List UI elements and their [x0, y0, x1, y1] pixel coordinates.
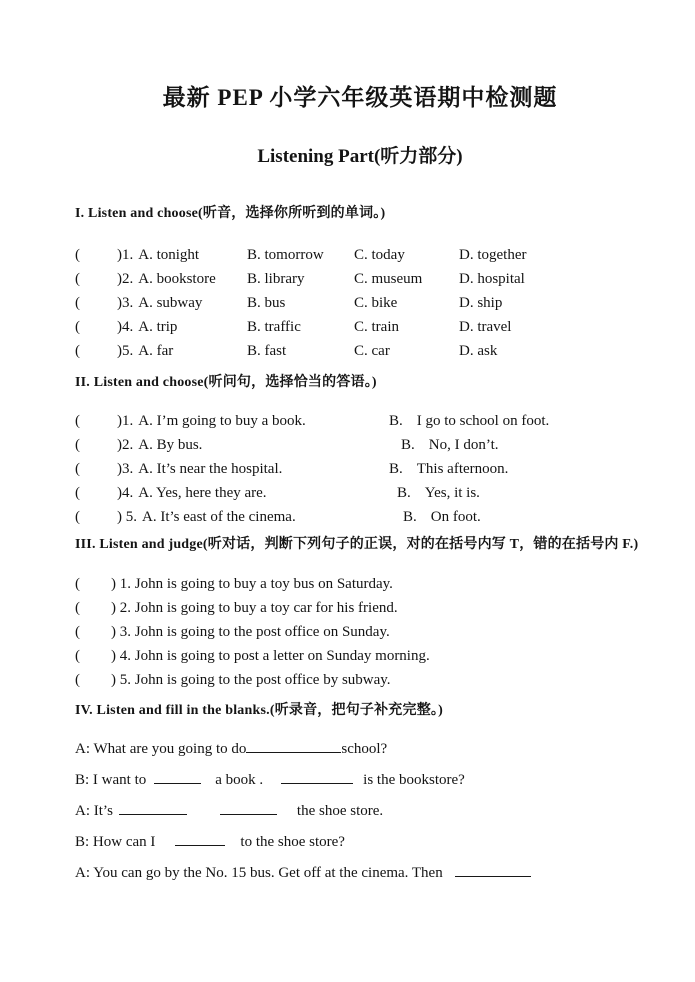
option-d: D. ask — [459, 343, 498, 359]
fill-blank — [154, 769, 201, 784]
question-row — [75, 572, 645, 596]
option-b: B. This afternoon. — [389, 461, 509, 477]
option-b: B. traffic — [247, 319, 301, 335]
answer-paren: ( — [75, 437, 80, 453]
option-a: A. far — [138, 343, 174, 359]
section-listen-choose-words — [75, 203, 645, 363]
option-b: B. tomorrow — [247, 247, 324, 263]
answer-paren: ( — [75, 576, 80, 592]
question-row — [75, 243, 645, 267]
question-number: )3. — [117, 295, 134, 311]
option-d: D. ship — [459, 295, 503, 311]
option-b: B. library — [247, 271, 305, 287]
answer-paren: ( — [75, 271, 80, 287]
dialog-text: B: How can I — [75, 834, 156, 850]
dialog-line — [75, 734, 645, 765]
dialog-text: the shoe store. — [296, 803, 384, 819]
question-number: )2. — [117, 437, 134, 453]
question-number: )4. — [117, 319, 134, 335]
question-number: )4. — [117, 485, 134, 501]
answer-paren: ( — [75, 319, 80, 335]
question-row — [75, 596, 645, 620]
statement-text: ) 2. John is going to buy a toy car for his friend. — [111, 600, 398, 616]
fill-blank — [455, 862, 531, 877]
page-title: 最新 PEP 小学六年级英语期中检测题 — [162, 85, 558, 110]
option-a: A. It’s near the hospital. — [138, 461, 283, 477]
option-c: C. train — [354, 319, 399, 335]
dialog-line — [75, 796, 645, 827]
question-row — [75, 315, 645, 339]
option-c: C. car — [354, 343, 390, 359]
option-a: A. By bus. — [138, 437, 203, 453]
section-1-heading: I. Listen and choose(听音，选择你所听到的单词。) — [75, 206, 386, 221]
statement-text: ) 4. John is going to post a letter on Sunday morning. — [111, 648, 430, 664]
option-c: C. museum — [354, 271, 423, 287]
question-row — [75, 668, 645, 692]
fill-blank — [220, 800, 277, 815]
answer-paren: ( — [75, 485, 80, 501]
answer-paren: ( — [75, 624, 80, 640]
question-row — [75, 339, 645, 363]
section-fill-blanks — [75, 700, 645, 889]
dialog-text: to the shoe store? — [240, 834, 345, 850]
section-3-heading: III. Listen and judge(听对话，判断下列句子的正误，对的在括号内写 T，错的在括号内 F.) — [75, 537, 639, 552]
section-listen-judge — [75, 534, 645, 692]
question-row — [75, 433, 645, 457]
statement-text: ) 3. John is going to the post office on Sunday. — [111, 624, 390, 640]
option-b: B. bus — [247, 295, 286, 311]
answer-paren: ( — [75, 648, 80, 664]
answer-paren: ( — [75, 461, 80, 477]
option-a: A. I’m going to buy a book. — [138, 413, 306, 429]
option-b: B. No, I don’t. — [401, 437, 499, 453]
dialog-text: A: It’s — [75, 803, 113, 819]
fill-blank — [281, 769, 353, 784]
section-4-heading: IV. Listen and fill in the blanks.(听录音，把句子补充完整。) — [75, 703, 443, 718]
option-b: B. On foot. — [403, 509, 481, 525]
question-row — [75, 267, 645, 291]
question-row — [75, 644, 645, 668]
fill-blank — [175, 831, 225, 846]
section-1-questions — [75, 243, 645, 363]
question-row — [75, 457, 645, 481]
answer-paren: ( — [75, 600, 80, 616]
option-a: A. It’s east of the cinema. — [142, 509, 296, 525]
dialog-text: A: What are you going to do — [75, 741, 247, 757]
option-d: D. travel — [459, 319, 512, 335]
answer-paren: ( — [75, 343, 80, 359]
section-3-questions — [75, 572, 645, 692]
option-b: B. I go to school on foot. — [389, 413, 550, 429]
option-b: B. Yes, it is. — [397, 485, 480, 501]
question-number: )1. — [117, 247, 134, 263]
question-number: )5. — [117, 343, 134, 359]
question-row — [75, 481, 645, 505]
dialog-text: a book . — [215, 772, 264, 788]
statement-text: ) 1. John is going to buy a toy bus on Saturday. — [111, 576, 393, 592]
answer-paren: ( — [75, 413, 80, 429]
option-a: A. trip — [138, 319, 178, 335]
dialog-line — [75, 858, 645, 889]
option-c: C. today — [354, 247, 405, 263]
dialog-text: school? — [341, 741, 388, 757]
question-row — [75, 505, 645, 529]
option-d: D. together — [459, 247, 527, 263]
option-d: D. hospital — [459, 271, 525, 287]
answer-paren: ( — [75, 509, 80, 525]
option-a: A. Yes, here they are. — [138, 485, 267, 501]
section-2-questions — [75, 409, 645, 529]
question-row — [75, 291, 645, 315]
dialog-text: B: I want to — [75, 772, 147, 788]
answer-paren: ( — [75, 672, 80, 688]
fill-blank — [246, 738, 341, 753]
dialog-text: A: You can go by the No. 15 bus. Get off at the cinema. Then — [75, 865, 443, 881]
fill-blank — [119, 800, 187, 815]
dialog-line — [75, 765, 645, 796]
question-number: )2. — [117, 271, 134, 287]
section-listen-choose-answers — [75, 372, 645, 529]
question-number: ) 5. — [117, 509, 137, 525]
dialog-line — [75, 827, 645, 858]
option-a: A. subway — [138, 295, 203, 311]
answer-paren: ( — [75, 295, 80, 311]
option-c: C. bike — [354, 295, 398, 311]
answer-paren: ( — [75, 247, 80, 263]
question-row — [75, 409, 645, 433]
question-row — [75, 620, 645, 644]
question-number: )1. — [117, 413, 134, 429]
option-a: A. tonight — [138, 247, 200, 263]
option-a: A. bookstore — [138, 271, 216, 287]
option-b: B. fast — [247, 343, 287, 359]
statement-text: ) 5. John is going to the post office by subway. — [111, 672, 391, 688]
question-number: )3. — [117, 461, 134, 477]
dialog-lines — [75, 734, 645, 889]
dialog-text: is the bookstore? — [363, 772, 465, 788]
page-subtitle: Listening Part(听力部分) — [257, 146, 463, 167]
section-2-heading: II. Listen and choose(听问句，选择恰当的答语。) — [75, 375, 377, 390]
